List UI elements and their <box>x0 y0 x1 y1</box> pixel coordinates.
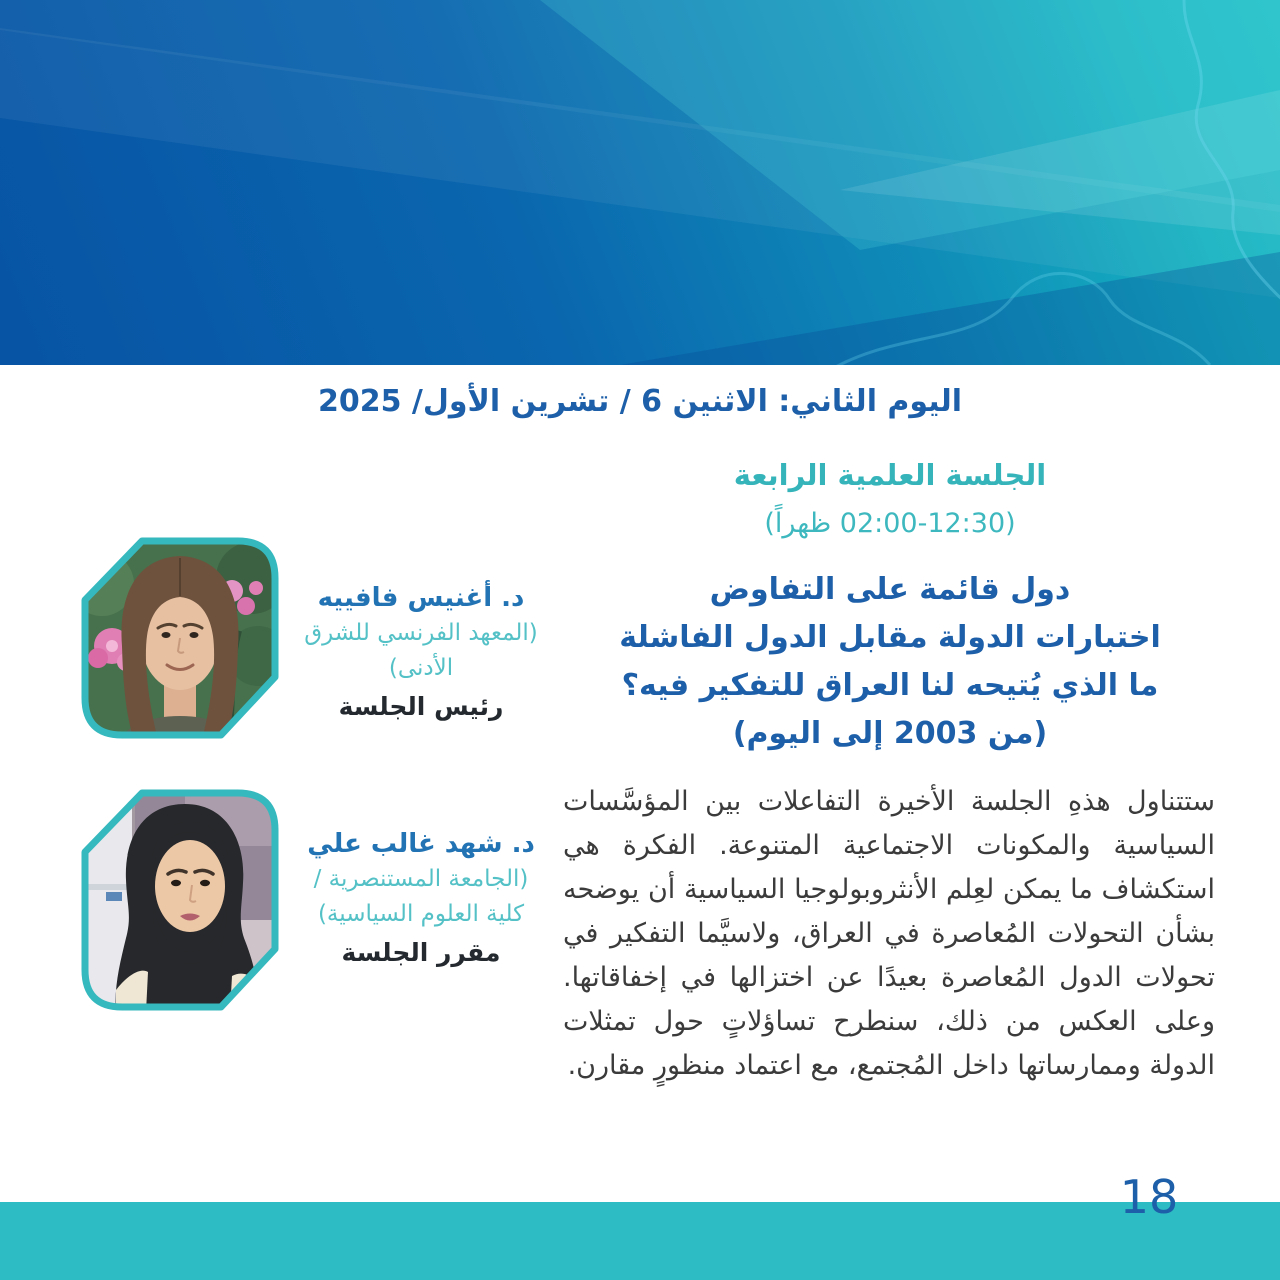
session-title-line-1: دول قائمة على التفاوض <box>709 572 1071 607</box>
session-heading: الجلسة العلمية الرابعة <box>733 458 1047 492</box>
speaker-photo-rapporteur <box>80 788 280 1012</box>
speaker-role: رئيس الجلسة <box>338 692 504 721</box>
session-title-line-3: ما الذي يُتيحه لنا العراق للتفكير فيه؟ <box>621 668 1159 703</box>
session-abstract: ستتناول هذهِ الجلسة الأخيرة التفاعلات بين المؤسَّسات السياسية والمكونات الاجتماعية المتنوعة. الفكرة هي استكشاف ما يمكن لعِلم الأنثروبولوجيا السياسية أن يوضحه بشأن التحولات المُعاصرة في العراق، ولاسيَّما التفكير في تحولات الدول المُعاصرة بعيدًا عن اختزالها في إخفاقاتها. وعلى العكس من ذلك، سنطرح تساؤلاتٍ حول تمثلات الدولة وممارساتها داخل المُجتمع، مع اعتماد منظورٍ مقارن. <box>563 786 1215 1081</box>
page-number: 18 <box>1119 1170 1179 1224</box>
speaker-affiliation-line-2: كلية العلوم السياسية) <box>317 901 525 927</box>
session-title-line-2: اختبارات الدولة مقابل الدول الفاشلة <box>619 620 1161 655</box>
speaker-block-rapporteur <box>281 826 561 972</box>
session-title-line-4: (من 2003 إلى اليوم) <box>732 716 1048 751</box>
speaker-affiliation-line-1: (الجامعة المستنصرية / <box>313 866 529 892</box>
header-banner <box>0 0 1280 365</box>
session-time: (02:00-12:30 ظهراً) <box>764 508 1016 539</box>
speaker-block-chair <box>281 580 561 726</box>
speaker-name: د. أغنيس فافييه <box>317 583 525 613</box>
day-date-heading: اليوم الثاني: الاثنين 6 / تشرين الأول/ 2025 <box>317 384 963 419</box>
portrait-woman-hijab <box>80 788 280 1012</box>
speaker-name: د. شهد غالب علي <box>307 829 535 859</box>
banner-graphic <box>0 0 1280 365</box>
speaker-photo-chair <box>80 536 280 740</box>
session-title <box>565 566 1215 758</box>
speaker-affiliation: (المعهد الفرنسي للشرق الأدنى) <box>304 620 538 681</box>
speaker-role: مقرر الجلسة <box>341 938 501 967</box>
portrait-woman-flowers <box>80 536 280 740</box>
